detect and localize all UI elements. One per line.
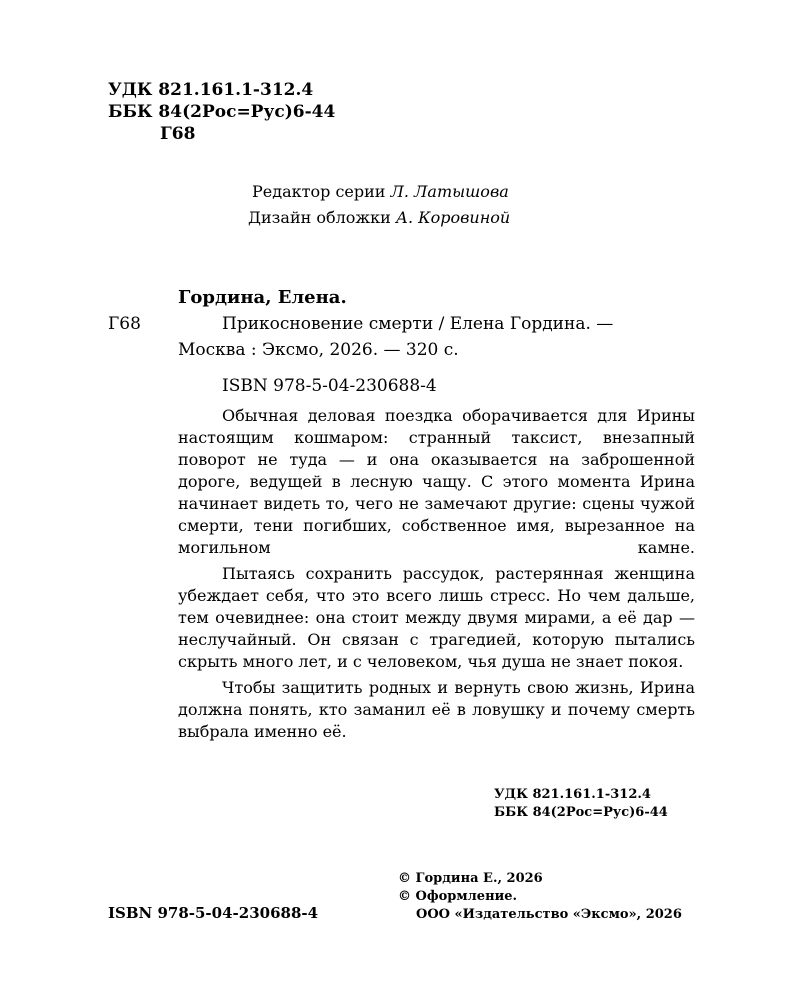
editor-label: Редактор серии [252,182,386,201]
isbn-line: ISBN 978-5-04-230688-4 [222,376,437,396]
udk-code-repeat: УДК 821.161.1-312.4 [494,787,651,802]
isbn-footer: ISBN 978-5-04-230688-4 [108,904,319,922]
publication-line: Москва : Эксмо, 2026. — 320 с. [178,340,459,360]
copyright-design-label: © Оформление. [398,889,518,904]
copyright-author: © Гордина Е., 2026 [398,871,543,886]
udk-code: УДК 821.161.1-312.4 [108,80,314,100]
series-editor-credit [252,180,509,204]
design-label: Дизайн обложки [248,208,391,227]
copyright-publisher: ООО «Издательство «Эксмо», 2026 [416,907,682,922]
author-heading: Гордина, Елена. [178,287,347,308]
annotation-paragraph-2: Пытаясь сохранить рассудок, растерянная женщина убеждает себя, что это всего лишь стресс. Но чем дальше, тем очевиднее: она стоит между двумя мирами, а её дар — неслучайный. Он связан с трагедией, которую пытались скрыть много лет, и с человеком, чья душа не знает покоя. [178,564,695,671]
author-mark-side: Г68 [108,314,141,334]
designer-name: А. Коровиной [395,208,511,227]
bbk-code: ББК 84(2Рос=Рус)6-44 [108,102,336,122]
editor-name: Л. Латышова [390,182,509,201]
author-mark: Г68 [160,124,196,144]
cover-design-credit [248,206,510,230]
annotation-paragraph-1: Обычная деловая поездка оборачивается для Ирины настоящим кошмаром: странный таксист, внезапный поворот не туда — и она оказывается на заброшенной дороге, ведущей в лесную чащу. С этого момента Ирина начинает видеть то, чего не замечают другие: сцены чужой смерти, тени погибших, собственное имя, вырезанное на могильном камне. [178,406,695,557]
annotation-paragraph-3: Чтобы защитить родных и вернуть свою жизнь, Ирина должна понять, кто заманил её в ловушку и почему смерть выбрала именно её. [178,678,695,741]
annotation [178,405,695,747]
title-line: Прикосновение смерти / Елена Гордина. — [222,314,614,334]
bbk-code-repeat: ББК 84(2Рос=Рус)6-44 [494,805,668,820]
